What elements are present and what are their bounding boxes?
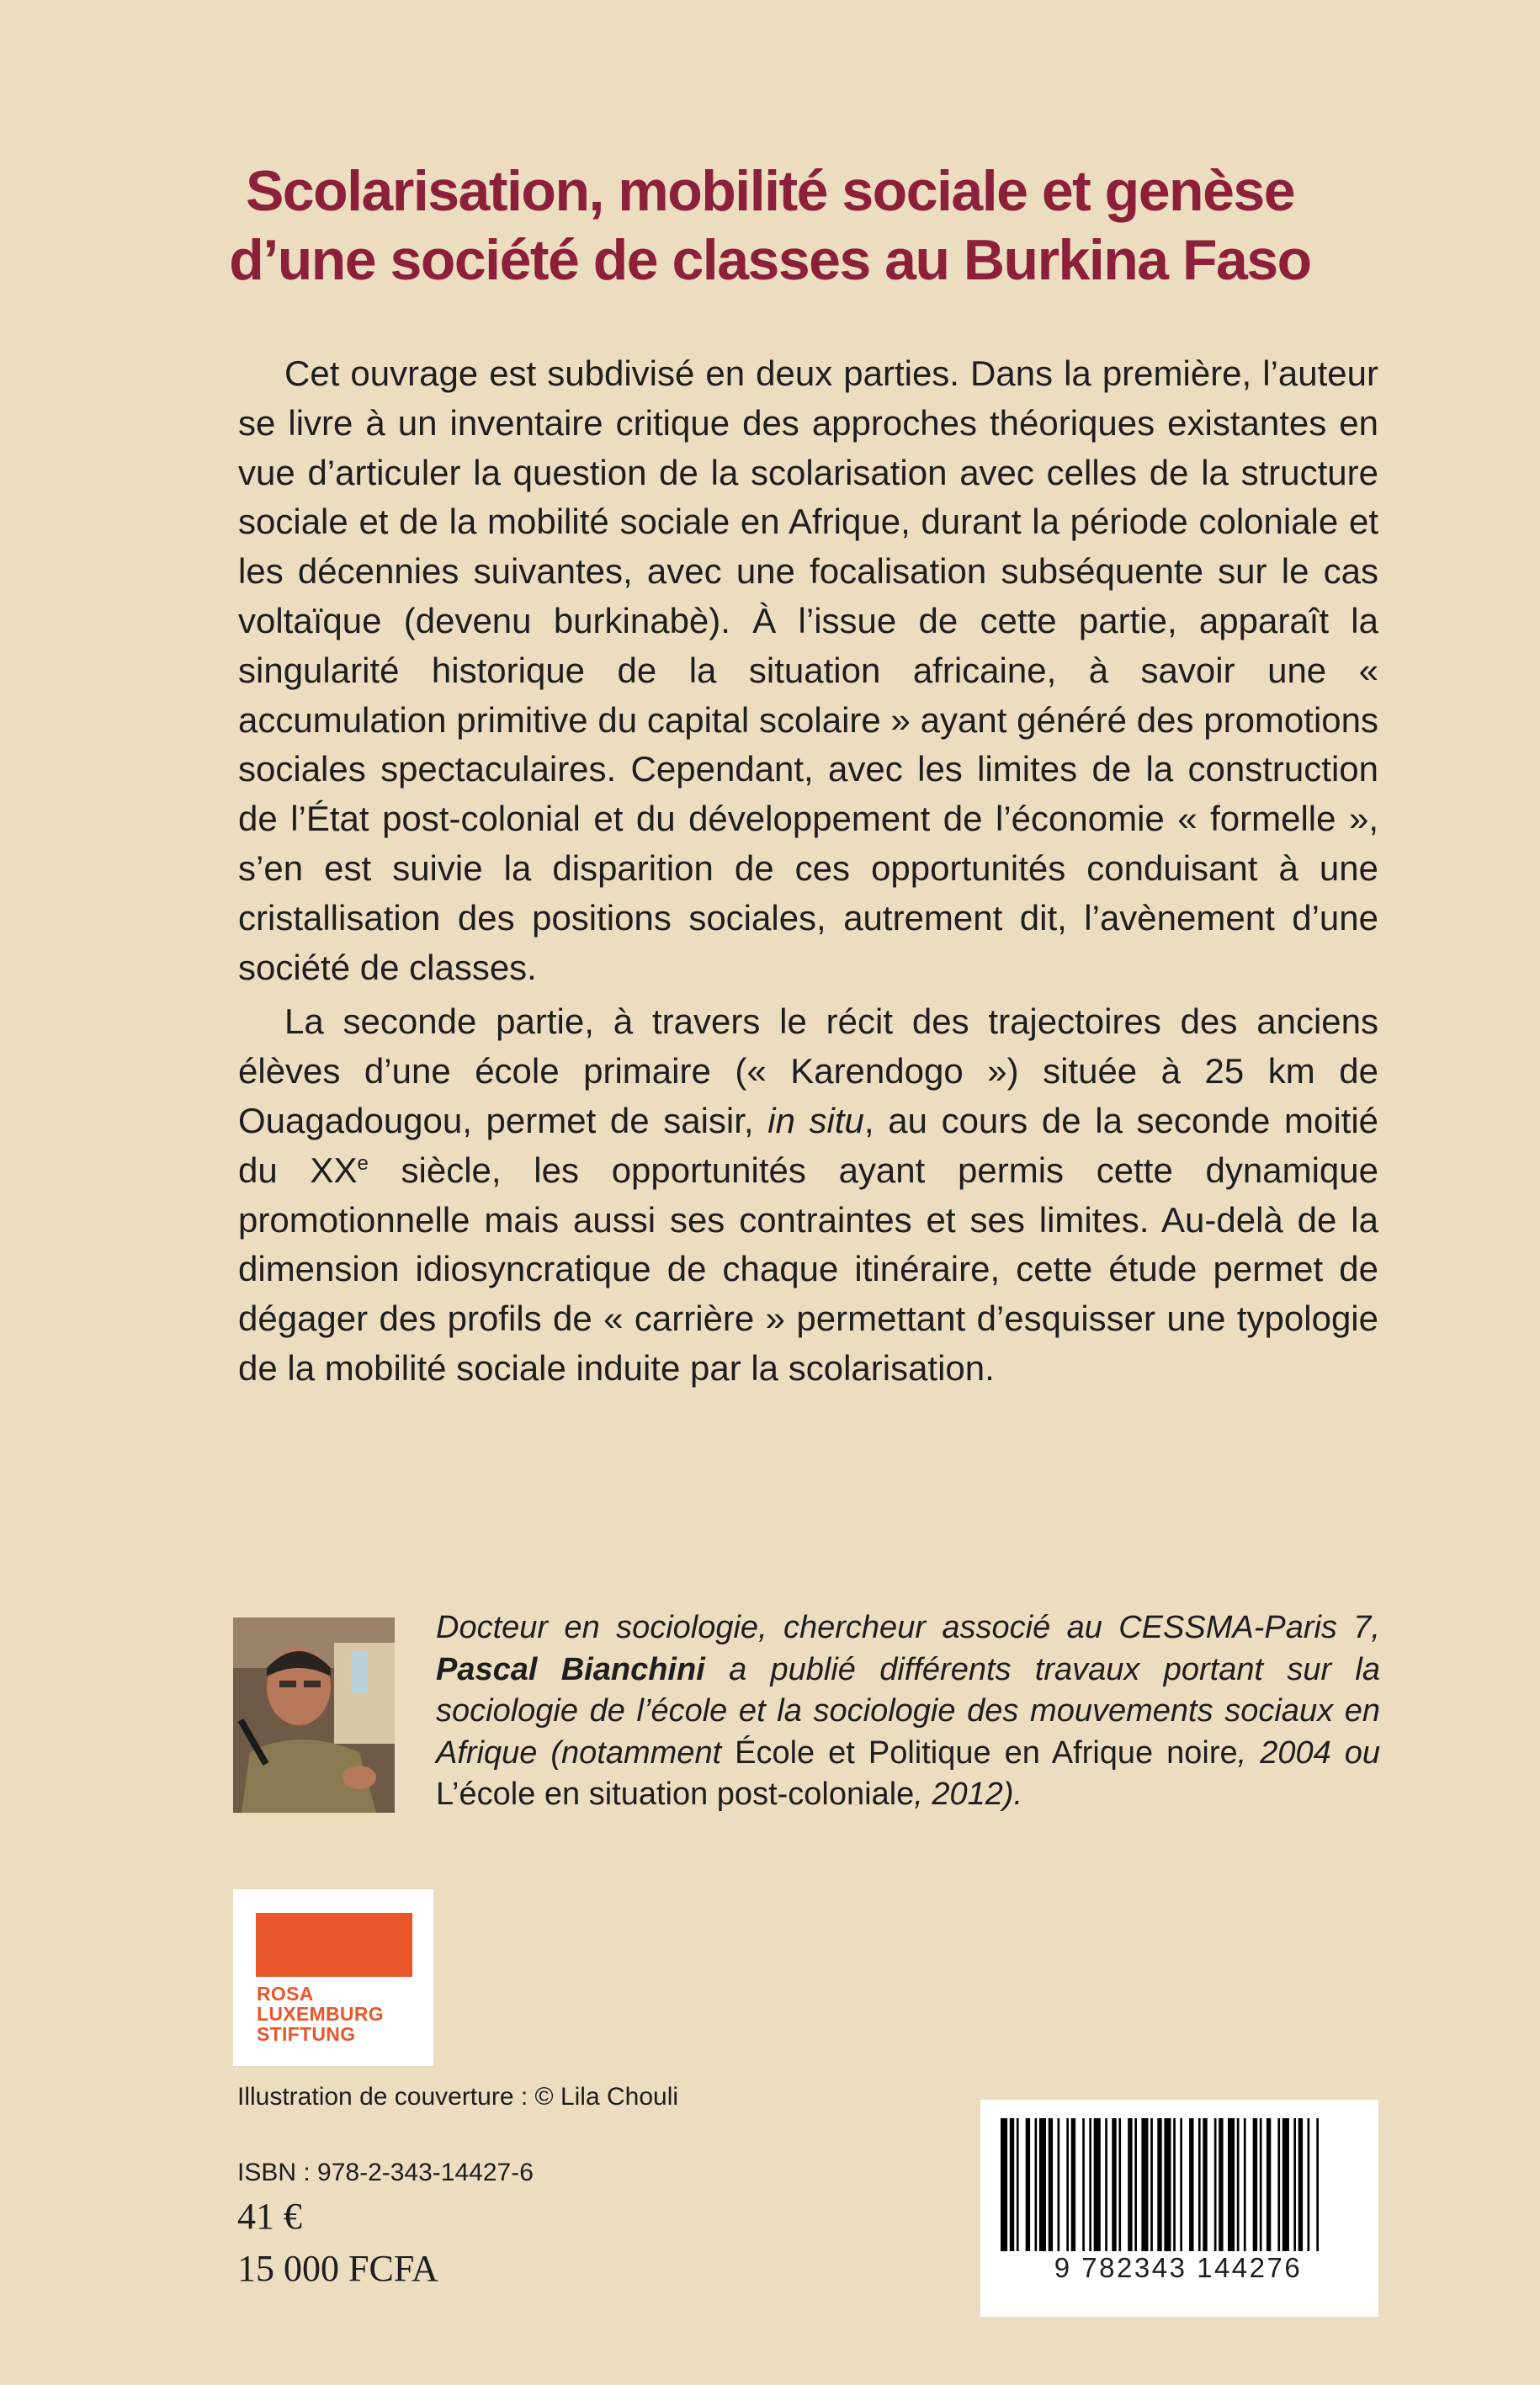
- barcode-bar: [1094, 2118, 1101, 2251]
- p2-part-c: siècle, les opportunités ayant permis cette dynamique promotionnelle mais aussi ses contraintes et ses limites. Au-delà de la dimension idiosyncratique de chaque itinéraire, cette étude permet de dégager des profils de « carrière » permettant d’esquisser une typologie de la mobilité sociale induite par la scolarisation.: [238, 1150, 1378, 1388]
- century-superscript: e: [357, 1151, 369, 1175]
- book-title-2: L’école en situation post-coloniale: [436, 1777, 915, 1812]
- barcode-bar: [1308, 2118, 1310, 2251]
- author-bio: [436, 1607, 1380, 1816]
- barcode-bar: [1203, 2118, 1207, 2251]
- logo-line-2: LUXEMBURG: [257, 2003, 384, 2025]
- bio-year-1: , 2004 ou: [1237, 1734, 1380, 1771]
- barcode-bar: [1173, 2118, 1176, 2251]
- barcode-bar: [1039, 2118, 1046, 2251]
- logo-line-3: STIFTUNG: [257, 2023, 356, 2045]
- barcode-bar: [1026, 2118, 1030, 2251]
- blurb-paragraph-2: [238, 997, 1378, 1393]
- barcode-bar: [1282, 2118, 1289, 2251]
- barcode-bar: [1134, 2118, 1137, 2251]
- barcode-bar: [1198, 2118, 1201, 2251]
- book-title-1: École et Politique en Afrique noire: [735, 1734, 1238, 1771]
- barcode-bar: [1214, 2118, 1217, 2251]
- title-line-2: d’une société de classes au Burkina Faso: [229, 227, 1311, 292]
- barcode-bar: [1228, 2118, 1235, 2251]
- illustration-credit: Illustration de couverture : © Lila Chouli: [237, 2083, 679, 2111]
- title-line-1: Scolarisation, mobilité sociale et genèse: [245, 158, 1295, 223]
- p2-part-a: La seconde partie, à travers le récit des trajectoires des anciens élèves d’une école primaire (« Karendogo ») située à 25 km de Ouagadougou, permet de saisir,: [238, 1001, 1378, 1140]
- barcode: [980, 2100, 1378, 2317]
- barcode-bar: [1298, 2118, 1303, 2251]
- barcode-bar: [1017, 2118, 1019, 2251]
- barcode-bar: [1237, 2118, 1240, 2251]
- blurb-paragraph-1: Cet ouvrage est subdivisé en deux parties. Dans la première, l’auteur se livre à un inventaire critique des approches théoriques existantes en vue d’articuler la question de la scolarisation avec celles de la structure sociale et de la mobilité sociale en Afrique, durant la période coloniale et les décennies suivantes, avec une focalisation subséquente sur le cas voltaïque (devenu burkinabè). À l’issue de cette partie, apparaît la singularité historique de la situation africaine, à savoir une « accumulation primitive du capital scolaire » ayant généré des promotions sociales spectaculaires. Cependant, avec les limites de la construction de l’État post-colonial et du développement de l’économie « formelle », s’en est suivie la disparition de ces opportunités conduisant à une cristallisation des positions sociales, autrement dit, l’avènement d’une société de classes.: [238, 353, 1378, 987]
- barcode-bar: [1293, 2118, 1296, 2251]
- barcode-bar: [1071, 2118, 1075, 2251]
- barcode-bar: [1118, 2118, 1121, 2251]
- barcode-bar: [1316, 2118, 1319, 2251]
- p2-part-b: , au cours de la seconde moitié du XX: [238, 1100, 1379, 1190]
- barcode-bar: [1244, 2118, 1246, 2251]
- price-fcfa: 15 000 FCFA: [237, 2248, 438, 2289]
- barcode-bar: [1253, 2118, 1257, 2251]
- author-name: Pascal Bianchini: [436, 1651, 705, 1687]
- barcode-bar: [1180, 2118, 1182, 2251]
- price-euro: 41 €: [237, 2196, 302, 2237]
- barcode-bar: [1189, 2118, 1193, 2251]
- barcode-bar: [1082, 2118, 1085, 2251]
- logo-line-1: ROSA: [257, 1983, 314, 2005]
- bio-year-2: , 2012).: [914, 1777, 1023, 1812]
- barcode-bar: [1066, 2118, 1069, 2251]
- publisher-logo: [233, 1889, 433, 2066]
- book-title: [126, 157, 1414, 295]
- barcode-bar: [1105, 2118, 1107, 2251]
- barcode-bar: [1112, 2118, 1116, 2251]
- barcode-bar: [1049, 2118, 1053, 2251]
- bio-intro: Docteur en sociologie, chercheur associé au CESSMA-Paris 7,: [436, 1610, 1380, 1645]
- barcode-bar: [1035, 2118, 1038, 2251]
- logo-orange-bar: [256, 1913, 412, 1977]
- logo-wordmark: [257, 1984, 384, 2044]
- in-situ: in situ: [767, 1100, 864, 1140]
- blurb: [238, 349, 1378, 1394]
- barcode-bar: [1164, 2118, 1171, 2251]
- bio-mid: a publié différents travaux portant sur la sociologie de l’école et la sociologie des mouvements sociaux en Afrique (notamment: [436, 1651, 1381, 1771]
- barcode-bar: [1001, 2118, 1007, 2251]
- barcode-bar: [1010, 2118, 1014, 2251]
- barcode-bar: [1260, 2118, 1262, 2251]
- barcode-bar: [1128, 2118, 1132, 2251]
- barcode-bar: [1089, 2118, 1091, 2251]
- barcode-bar: [1150, 2118, 1153, 2251]
- barcode-digits: 9 782343 144276: [1054, 2252, 1303, 2283]
- barcode-bar: [1157, 2118, 1161, 2251]
- isbn: ISBN : 978-2-343-14427-6: [237, 2159, 534, 2186]
- barcode-bar: [1267, 2118, 1271, 2251]
- barcode-bar: [1141, 2118, 1148, 2251]
- barcode-bar: [1277, 2118, 1280, 2251]
- barcode-bar: [1058, 2118, 1060, 2251]
- barcode-bars: [980, 2100, 1378, 2317]
- author-photo: [233, 1617, 395, 1813]
- barcode-bar: [1219, 2118, 1223, 2251]
